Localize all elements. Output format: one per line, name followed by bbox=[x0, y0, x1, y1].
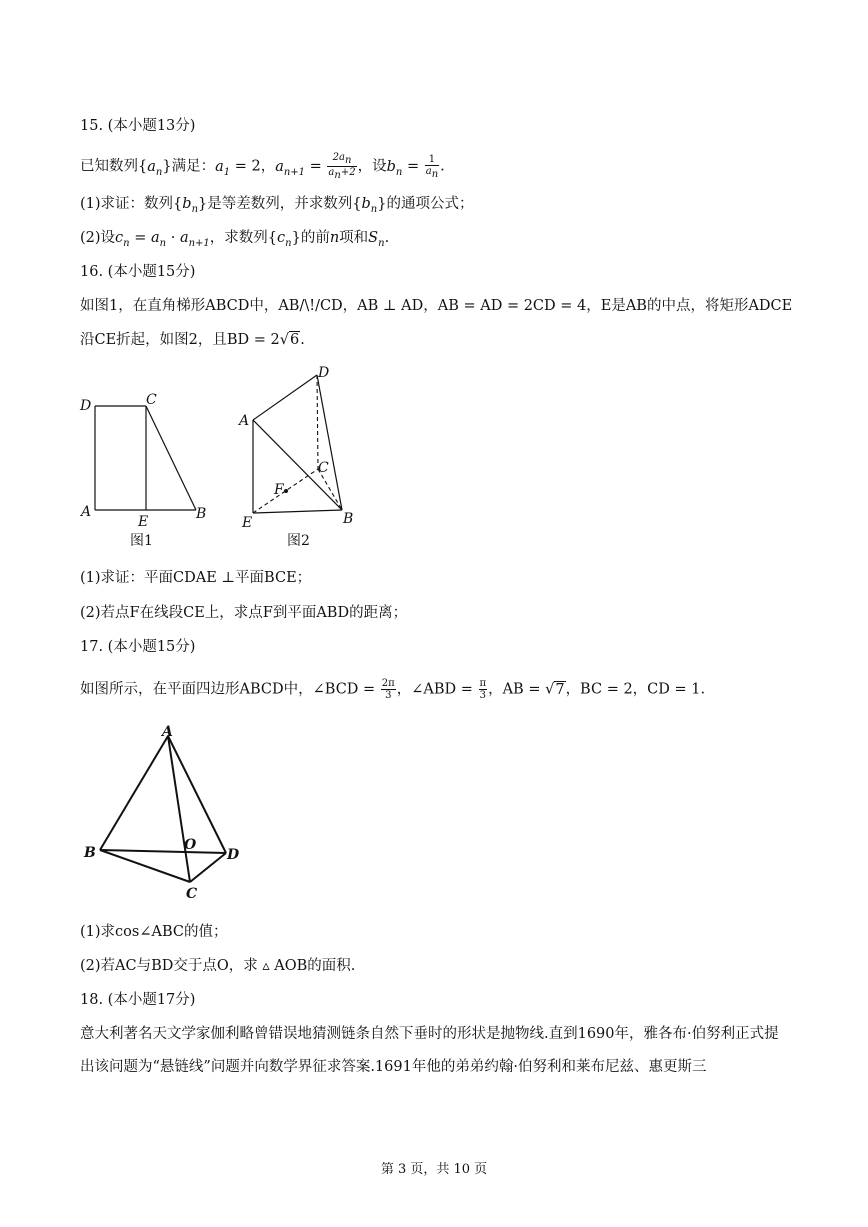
fig2-point-f bbox=[284, 489, 288, 493]
q15-heading: 15. (本小题13分) bbox=[80, 118, 196, 134]
page-footer: 第 3 页，共 10 页 bbox=[380, 1162, 488, 1177]
q15-part1: (1)求证：数列$\{b_n\}$是等差数列，并求数列$\{b_n\}$的通项公式； bbox=[80, 196, 474, 215]
q17-statement: 如图所示，在平面四边形ABCD中，∠BCD = $\frac{2\pi}{3}$ ，∠ABD = $\frac{\pi}{3}$ ，AB = √7，BC = 2，CD = 1. bbox=[80, 678, 706, 701]
figure-1 bbox=[76, 388, 216, 553]
q17-heading: 17. (本小题15分) bbox=[80, 639, 196, 655]
q17-part2: (2)若AC与BD交于点O，求 ▵ AOB的面积. bbox=[80, 958, 356, 974]
fig1-label-e: E bbox=[138, 514, 149, 530]
fig1-label-d: D bbox=[80, 398, 92, 414]
q16-part1: (1)求证：平面CDAE ⊥平面BCE； bbox=[80, 570, 312, 586]
fig2-caption: 图2 bbox=[287, 533, 310, 549]
fig3-label-b: B bbox=[84, 845, 96, 861]
q16-part2: (2)若点F在线段CE上，求点F到平面ABD的距离； bbox=[80, 605, 408, 621]
fig2-label-f: F bbox=[274, 482, 284, 498]
figure-3 bbox=[78, 718, 258, 903]
fig2-label-d: D bbox=[318, 365, 330, 381]
fig2-label-e: E bbox=[242, 515, 253, 531]
fig2-label-c: C bbox=[318, 460, 329, 476]
fig1-label-a: A bbox=[81, 504, 92, 520]
figure-2 bbox=[236, 363, 366, 553]
fig1-label-b: B bbox=[196, 506, 207, 522]
fig1-caption: 图1 bbox=[130, 533, 153, 549]
q18-heading: 18. (本小题17分) bbox=[80, 992, 196, 1008]
fig2-label-a: A bbox=[239, 413, 250, 429]
fig3-label-d: D bbox=[227, 847, 240, 863]
fig3-label-o: O bbox=[184, 837, 197, 853]
q15-part2: (2)设$c_n = a_n \cdot a_{n+1}$，求数列$\{c_n\}$的前n项和$S_n$. bbox=[80, 230, 390, 249]
q15-statement: 已知数列$\{a_n\}$满足：$a_1 = 2$，$a_{n+1}$ = $\frac{2a_n}{a_n+2}$ ，设$b_n$ = $\frac{1}{a_n}$ . bbox=[80, 152, 445, 181]
q16-statement-line1: 如图1，在直角梯形ABCD中，AB/\!/CD，AB ⊥ AD，AB = AD = 2CD = 4，E是AB的中点，将矩形ADCE bbox=[80, 298, 793, 314]
fig2-label-b: B bbox=[343, 511, 354, 527]
fig3-label-a: A bbox=[162, 724, 173, 740]
fig1-label-c: C bbox=[146, 392, 157, 408]
q18-paragraph: 意大利著名天文学家伽利略曾错误地猜测链条自然下垂时的形状是抛物线.直到1690年，雅各布·伯努利正式提出该问题为“悬链线”问题并向数学界征求答案.1691年他的弟弟约翰·伯努利和莱布尼兹、惠更斯三 bbox=[80, 1026, 779, 1075]
q16-statement-line2: 沿CE折起，如图2，且BD = 2√6. bbox=[80, 332, 305, 348]
fig3-label-c: C bbox=[186, 886, 198, 902]
q17-part1: (1)求cos∠ABC的值； bbox=[80, 924, 228, 940]
q16-heading: 16. (本小题15分) bbox=[80, 264, 196, 280]
